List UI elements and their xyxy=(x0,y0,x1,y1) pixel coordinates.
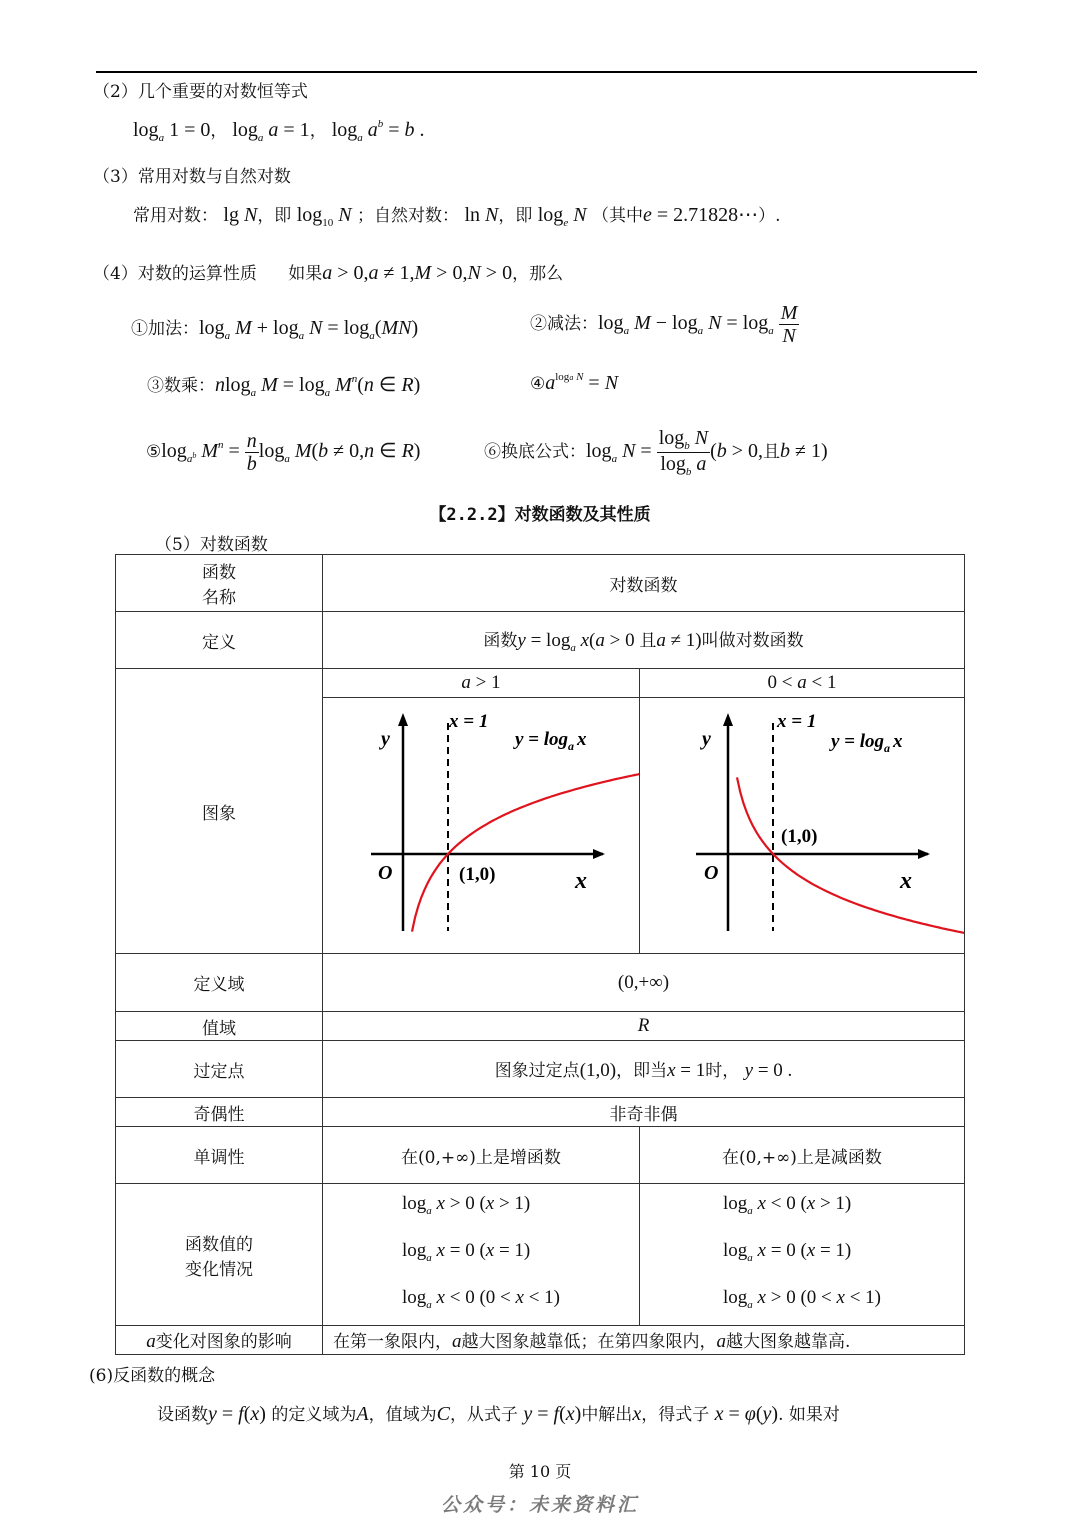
property-exponent-log: $④a^{loga N} = N$ xyxy=(530,371,619,394)
table-row xyxy=(116,1098,965,1127)
formula-identities: $\log_a 1 = 0$， $\log_a a = 1$， $\log_a a^b = b$ . xyxy=(133,118,425,144)
asymptote-label: x = 1 xyxy=(449,710,489,732)
heading-log-properties: （4）对数的运算性质 如果a > 0,a ≠ 1,M > 0,N > 0，那么 xyxy=(93,262,564,284)
row-label-definition: 定义 xyxy=(116,612,323,669)
inverse-function-text: 设函数y = f(x) 的定义域为A，值域为C，从式子 y = f(x)中解出x，得式子 x = φ(y). 如果对 xyxy=(157,1403,840,1425)
table-row xyxy=(116,1012,965,1041)
log-curve-increasing xyxy=(412,770,639,932)
header-rule xyxy=(96,71,977,73)
section-title: 【2.2.2】对数函数及其性质 xyxy=(429,505,651,525)
value-change-increasing: $\log_a x > 0$ (x > 1) $\log_a x = 0$ (x = 1) $\log_a x < 0$ (0 < x < 1) xyxy=(323,1184,640,1326)
x-axis-label: x xyxy=(900,867,912,894)
table-row xyxy=(116,1127,965,1184)
point-label: (1,0) xyxy=(781,825,818,847)
log-curve-decreasing xyxy=(737,777,964,938)
value-change-decreasing: $\log_a x < 0$ (x > 1) $\log_a x = 0$ (x = 1) $\log_a x > 0$ (0 < x < 1) xyxy=(640,1184,965,1326)
y-axis-arrow xyxy=(398,713,408,726)
row-label-range: 值域 xyxy=(116,1012,323,1041)
row-label-domain: 定义域 xyxy=(116,954,323,1012)
function-name: 对数函数 xyxy=(323,555,965,612)
curve-label: $y = \log_a x$ xyxy=(831,730,903,755)
page-number: 第 10 页 xyxy=(508,1462,572,1481)
graph-decreasing xyxy=(640,699,964,953)
property-addition: ①加法：$\log_a M + \log_a N = \log_a(MN)$ xyxy=(131,317,419,342)
watermark-brand: 公众号：未来资料汇 xyxy=(440,1494,639,1516)
row-label-effect: a变化对图象的影响 xyxy=(116,1326,323,1355)
x-axis-label: x xyxy=(575,867,587,894)
property-scalar-multiply: ③数乘：nlog$_a$ $M = \log_a M^n(n$ ∈ R) xyxy=(147,373,421,399)
row-label-value-change: 函数值的 变化情况 xyxy=(116,1184,323,1326)
graph-increasing-cell xyxy=(323,698,640,954)
graph-decreasing-cell xyxy=(640,698,965,954)
parity-value: 非奇非偶 xyxy=(323,1098,965,1127)
range-value: R xyxy=(323,1012,965,1041)
heading-identities: （2）几个重要的对数恒等式 xyxy=(93,82,308,102)
x-axis-arrow xyxy=(918,849,930,859)
fixed-point-text: 图象过定点(1,0)，即当x = 1时， y = 0 . xyxy=(323,1041,965,1098)
definition-text: 函数$y = \log_a x(a > 0$ 且a ≠ 1)叫做对数函数 xyxy=(323,612,965,669)
table-row xyxy=(116,954,965,1012)
row-label-monotonicity: 单调性 xyxy=(116,1127,323,1184)
property-power-base: $⑤\log_{a^b}$ $M^n$ = $\frac{n}{b}$ $\log_a M(b \ne 0,n$ ∈ R) xyxy=(146,430,421,475)
graph-increasing xyxy=(323,699,639,953)
asymptote-label: x = 1 xyxy=(777,710,817,732)
case-a-greater-1: a > 1 xyxy=(323,669,640,698)
monotonic-decreasing: 在(0,+∞)上是减函数 xyxy=(640,1127,965,1184)
y-axis-label: y xyxy=(381,727,390,750)
row-label-graph: 图象 xyxy=(116,669,323,954)
property-subtraction: ②减法：$\log_a M - \log_a N = \log_a$ $\frac{M}{N}$ xyxy=(530,302,798,347)
table-row xyxy=(116,669,965,698)
x-axis-arrow xyxy=(593,849,605,859)
y-axis-label: y xyxy=(702,727,711,750)
row-label-parity: 奇偶性 xyxy=(116,1098,323,1127)
log-function-table xyxy=(115,554,965,1355)
heading-log-function: （5）对数函数 xyxy=(155,535,268,555)
point-label: (1,0) xyxy=(459,863,496,885)
effect-text: 在第一象限内，a越大图象越靠低；在第四象限内，a越大图象越靠高. xyxy=(323,1326,965,1355)
y-axis-arrow xyxy=(723,713,733,726)
table-row xyxy=(116,612,965,669)
domain-value: (0,+∞) xyxy=(323,954,965,1012)
heading-inverse-function: (6)反函数的概念 xyxy=(89,1366,216,1386)
formula-common-natural-log: 常用对数： lg N，即 $\log_{10} N$ ；自然对数： ln N，即 $\log_e N$ （其中e = 2.71828⋯）. xyxy=(133,204,781,229)
property-change-of-base: ⑥换底公式：$\log_a N$ = $\frac{\log_b N}{\log_b a}$ (b > 0,且b ≠ 1) xyxy=(484,427,828,479)
case-a-between-0-1: 0 < a < 1 xyxy=(640,669,965,698)
monotonic-increasing: 在(0,+∞)上是增函数 xyxy=(323,1127,640,1184)
row-label-name: 函数 名称 xyxy=(116,555,323,612)
row-label-fixed-point: 过定点 xyxy=(116,1041,323,1098)
heading-common-natural-log: （3）常用对数与自然对数 xyxy=(93,167,291,187)
curve-label: $y = \log_a x$ xyxy=(515,728,587,753)
table-row xyxy=(116,1184,965,1326)
origin-label: O xyxy=(704,861,719,884)
origin-label: O xyxy=(378,861,393,884)
table-row xyxy=(116,1041,965,1098)
table-row xyxy=(116,1326,965,1355)
table-row xyxy=(116,555,965,612)
